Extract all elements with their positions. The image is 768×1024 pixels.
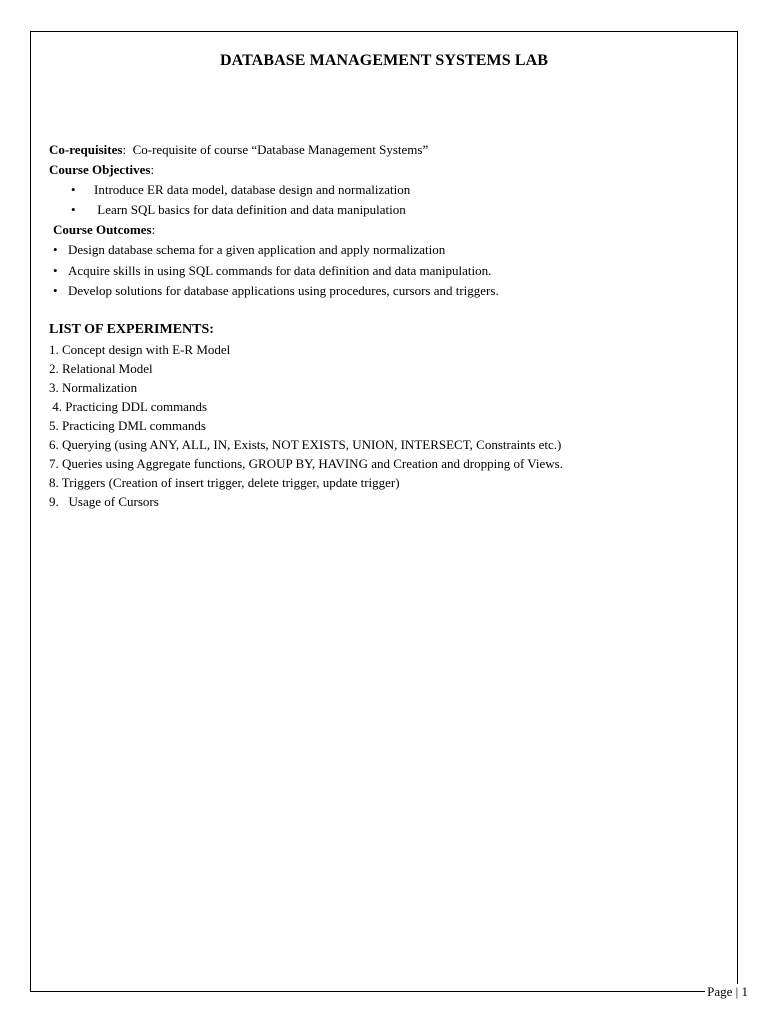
outcomes-list: [49, 240, 729, 302]
objective-text: Introduce ER data model, database design and normalization: [94, 182, 411, 197]
outcomes-sep: :: [151, 222, 156, 237]
experiments-heading: LIST OF EXPERIMENTS:: [49, 321, 214, 337]
objectives-sep: :: [150, 162, 155, 177]
list-item: 1. Concept design with E-R Model: [49, 341, 231, 357]
objectives-heading: [49, 160, 729, 180]
list-item: 2. Relational Model: [49, 360, 153, 376]
list-item: [49, 240, 729, 261]
corequisites-sep: :: [122, 142, 127, 157]
corequisites-text: Co-requisite of course “Database Management Systems”: [132, 142, 429, 157]
page-number: Page | 1: [707, 984, 748, 999]
list-item: 5. Practicing DML commands: [49, 417, 206, 433]
bullet-icon: •: [53, 242, 58, 257]
list-item: 3. Normalization: [49, 379, 138, 395]
bullet-icon: •: [71, 182, 76, 197]
list-item: 9. Usage of Cursors: [49, 493, 159, 509]
bullet-icon: •: [53, 262, 58, 278]
document-title: DATABASE MANAGEMENT SYSTEMS LAB: [219, 52, 549, 69]
list-item: [49, 281, 729, 302]
bullet-icon: •: [71, 202, 76, 217]
objectives-label: Course Objectives: [49, 162, 151, 177]
list-item: [49, 261, 729, 282]
list-item: 7. Queries using Aggregate functions, GROUP BY, HAVING and Creation and dropping of Views.: [49, 455, 563, 471]
outcome-text: Acquire skills in using SQL commands for data definition and data manipulation.: [68, 262, 492, 278]
corequisites-label: Co-requisites: [49, 142, 123, 157]
list-item: 6. Querying (using ANY, ALL, IN, Exists, NOT EXISTS, UNION, INTERSECT, Constraints etc.): [49, 436, 562, 452]
list-item: 8. Triggers (Creation of insert trigger, delete trigger, update trigger): [49, 474, 400, 490]
corequisites-line: [49, 140, 729, 160]
list-item: [49, 180, 729, 200]
list-item: [49, 200, 729, 220]
objective-text: Learn SQL basics for data definition and data manipulation: [94, 202, 406, 217]
document-body: [49, 140, 729, 511]
outcomes-label: Course Outcomes: [53, 222, 152, 237]
bullet-icon: •: [53, 283, 58, 298]
list-item: 4. Practicing DDL commands: [49, 398, 208, 414]
outcome-text: Develop solutions for database applications using procedures, cursors and triggers.: [68, 283, 499, 298]
experiments-list: [49, 340, 729, 511]
outcomes-heading: [49, 220, 729, 240]
outcome-text: Design database schema for a given application and apply normalization: [68, 242, 446, 257]
objectives-list: [49, 180, 729, 220]
